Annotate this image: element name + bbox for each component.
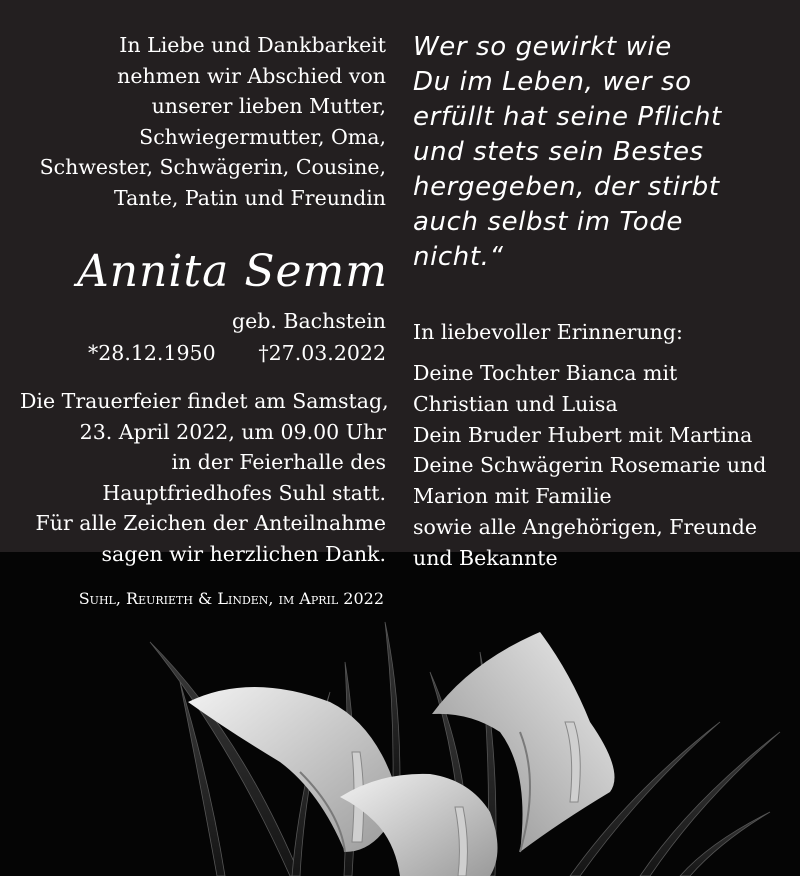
quote-line: und stets sein Bestes — [413, 137, 704, 167]
mourner-line: Christian und Luisa — [413, 391, 618, 416]
quote-line: hergegeben, der stirbt — [413, 172, 720, 202]
life-dates — [88, 338, 386, 368]
service-line: Die Trauerfeier findet am Samstag, — [20, 389, 389, 413]
intro-line: unserer lieben Mutter, — [151, 94, 386, 119]
intro-line: In Liebe und Dankbarkeit — [119, 33, 386, 57]
remembrance-heading: In liebevoller Erinnerung: — [413, 320, 683, 344]
maiden-name: geb. Bachstein — [231, 309, 386, 333]
memorial-quote — [413, 30, 793, 275]
quote-line: Du im Leben, wer so — [413, 67, 692, 97]
mourner-line: Dein Bruder Hubert mit Martina — [413, 422, 753, 447]
intro-line: Schwiegermutter, Oma, — [139, 124, 386, 149]
death-date: †27.03.2022 — [258, 341, 386, 365]
quote-line: nicht.“ — [413, 242, 504, 272]
intro-line: Schwester, Schwägerin, Cousine, — [39, 155, 386, 180]
service-text — [20, 386, 389, 570]
intro-line: Tante, Patin und Freundin — [113, 185, 386, 210]
mourner-line: Marion mit Familie — [413, 484, 612, 509]
intro-text — [20, 30, 386, 214]
service-line: 23. April 2022, um 09.00 Uhr — [79, 419, 386, 444]
mourner-line: Deine Tochter Bianca mit — [413, 361, 678, 385]
quote-line: auch selbst im Tode — [413, 207, 684, 237]
service-line: Hauptfriedhofes Suhl statt. — [102, 480, 386, 505]
place-and-date: Suhl, Reurieth & Linden, im April 2022 — [78, 589, 384, 608]
service-line: sagen wir herzlichen Dank. — [101, 541, 386, 566]
intro-line: nehmen wir Abschied von — [117, 63, 386, 88]
service-line: Für alle Zeichen der Anteilnahme — [35, 511, 386, 536]
mourners-list — [413, 358, 793, 574]
mourner-line: sowie alle Angehörigen, Freunde — [413, 514, 758, 539]
service-line: in der Feierhalle des — [171, 450, 386, 475]
quote-line: Wer so gewirkt wie — [413, 32, 672, 62]
mourner-line: und Bekannte — [413, 545, 558, 570]
mourner-line: Deine Schwägerin Rosemarie und — [413, 453, 767, 478]
deceased-name: Annita Semm — [76, 246, 388, 297]
birth-date: *28.12.1950 — [88, 341, 216, 365]
calla-lily-photo — [0, 552, 800, 876]
lily-left — [188, 687, 400, 852]
quote-line: erfüllt hat seine Pflicht — [413, 102, 722, 132]
